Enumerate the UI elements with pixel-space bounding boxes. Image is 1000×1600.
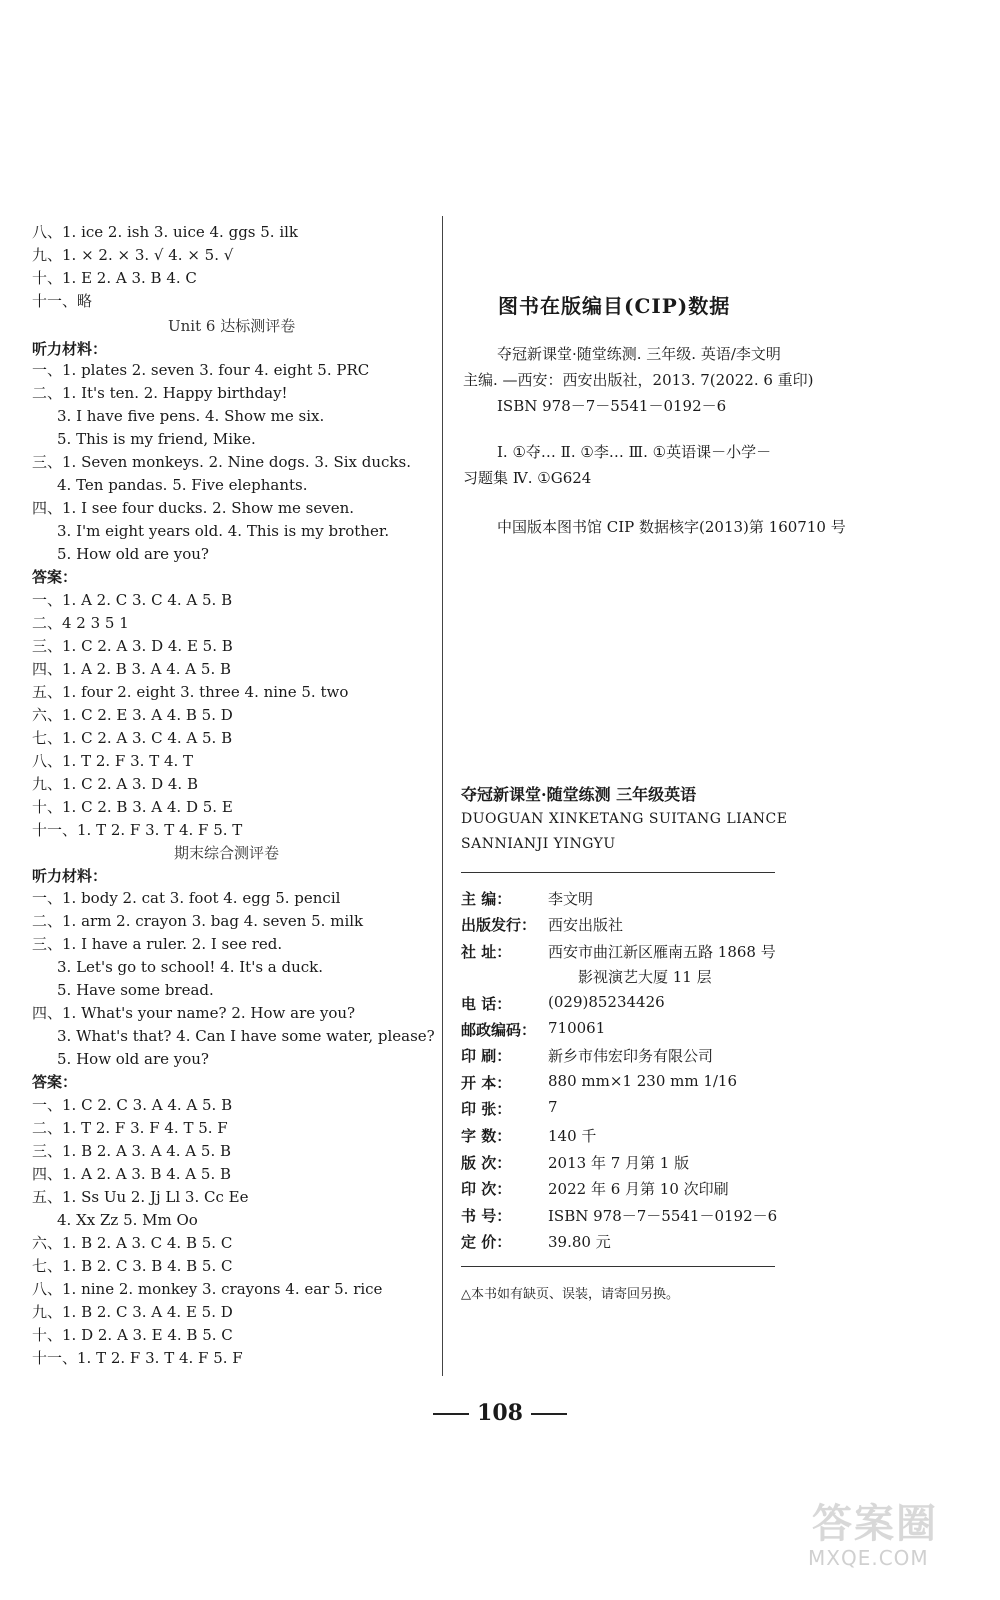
unit6-listening-line: 3. I'm eight years old. 4. This is my brother. [57, 522, 390, 540]
answer-line: 十一、略 [32, 292, 93, 310]
cip-line: ISBN 978－7－5541－0192－6 [497, 397, 727, 415]
book-pinyin: SANNIANJI YINGYU [461, 836, 616, 852]
info-value-address-2: 影视演艺大厦 11 层 [578, 968, 712, 986]
unit6-answer-line: 十、1. C 2. B 3. A 4. D 5. E [32, 798, 233, 816]
final-listening-line: 3. What's that? 4. Can I have some water, please? [57, 1027, 435, 1045]
info-value-phone: (029)85234426 [548, 993, 665, 1011]
watermark-top: 答案圈 [812, 1501, 938, 1547]
unit6-answer-line: 七、1. C 2. A 3. C 4. A 5. B [32, 729, 233, 747]
info-value-printer: 新乡市伟宏印务有限公司 [548, 1047, 714, 1065]
unit6-answer-line: 四、1. A 2. B 3. A 4. A 5. B [32, 660, 232, 678]
info-label-format: 开 本： [461, 1074, 512, 1092]
unit6-listening-label: 听力材料： [32, 340, 108, 358]
unit6-listening-line: 一、1. plates 2. seven 3. four 4. eight 5. PRC [32, 361, 370, 379]
rule-bottom [461, 1266, 775, 1267]
final-listening-line: 三、1. I have a ruler. 2. I see red. [32, 935, 283, 953]
info-label-postcode: 邮政编码： [461, 1021, 537, 1039]
unit6-answer-line: 三、1. C 2. A 3. D 4. E 5. B [32, 637, 233, 655]
unit6-answer-line: 六、1. C 2. E 3. A 4. B 5. D [32, 706, 233, 724]
final-listening-line: 5. How old are you? [57, 1050, 209, 1068]
final-answer-line: 十、1. D 2. A 3. E 4. B 5. C [32, 1326, 233, 1344]
info-label-edition: 版 次： [461, 1154, 512, 1172]
unit6-listening-line: 5. How old are you? [57, 545, 209, 563]
final-listening-line: 5. Have some bread. [57, 981, 214, 999]
final-answer-line: 三、1. B 2. A 3. A 4. A 5. B [32, 1142, 232, 1160]
info-label-printer: 印 刷： [461, 1047, 512, 1065]
unit6-answer-line: 八、1. T 2. F 3. T 4. T [32, 752, 194, 770]
final-answer-line: 4. Xx Zz 5. Mm Oo [57, 1211, 198, 1229]
unit6-answer-line: 一、1. A 2. C 3. C 4. A 5. B [32, 591, 233, 609]
final-listening-line: 一、1. body 2. cat 3. foot 4. egg 5. pencil [32, 889, 341, 907]
info-value-format: 880 mm×1 230 mm 1/16 [548, 1072, 738, 1090]
final-answer-line: 九、1. B 2. C 3. A 4. E 5. D [32, 1303, 233, 1321]
final-listening-line: 二、1. arm 2. crayon 3. bag 4. seven 5. milk [32, 912, 364, 930]
cip-line: 夺冠新课堂·随堂练测. 三年级. 英语/李文明 [497, 345, 781, 363]
info-value-publisher: 西安出版社 [548, 916, 624, 934]
final-answer-line: 六、1. B 2. A 3. C 4. B 5. C [32, 1234, 233, 1252]
watermark-logo [802, 1492, 972, 1584]
answer-line: 十、1. E 2. A 3. B 4. C [32, 269, 197, 287]
unit6-listening-line: 三、1. Seven monkeys. 2. Nine dogs. 3. Six ducks. [32, 453, 411, 471]
final-answer-label: 答案： [32, 1073, 78, 1091]
info-label-phone: 电 话： [461, 995, 512, 1013]
cip-title: 图书在版编目(CIP)数据 [498, 294, 731, 318]
unit6-listening-line: 二、1. It's ten. 2. Happy birthday! [32, 384, 288, 402]
info-value-printing: 2022 年 6 月第 10 次印刷 [548, 1180, 729, 1198]
info-label-printing: 印 次： [461, 1180, 512, 1198]
unit6-answer-line: 五、1. four 2. eight 3. three 4. nine 5. two [32, 683, 349, 701]
unit6-answer-line: 十一、1. T 2. F 3. T 4. F 5. T [32, 821, 243, 839]
info-value-isbn: ISBN 978－7－5541－0192－6 [548, 1207, 778, 1225]
info-label-editor: 主 编： [461, 890, 512, 908]
final-answer-line: 十一、1. T 2. F 3. T 4. F 5. F [32, 1349, 243, 1367]
info-label-wordcount: 字 数： [461, 1127, 512, 1145]
info-label-publisher: 出版发行： [461, 916, 537, 934]
final-title: 期末综合测评卷 [174, 844, 280, 862]
final-listening-line: 3. Let's go to school! 4. It's a duck. [57, 958, 324, 976]
info-value-price: 39.80 元 [548, 1233, 611, 1251]
unit6-listening-line: 4. Ten pandas. 5. Five elephants. [57, 476, 308, 494]
answer-line: 九、1. × 2. × 3. √ 4. × 5. √ [32, 246, 234, 264]
book-title: 夺冠新课堂·随堂练测 三年级英语 [461, 785, 697, 804]
final-answer-line: 一、1. C 2. C 3. A 4. A 5. B [32, 1096, 233, 1114]
final-answer-line: 五、1. Ss Uu 2. Jj Ll 3. Cc Ee [32, 1188, 249, 1206]
final-listening-line: 四、1. What's your name? 2. How are you? [32, 1004, 356, 1022]
final-answer-line: 二、1. T 2. F 3. F 4. T 5. F [32, 1119, 228, 1137]
cip-line: 习题集 Ⅳ. ①G624 [463, 469, 592, 487]
unit6-answer-label: 答案： [32, 568, 78, 586]
info-label-sheets: 印 张： [461, 1100, 512, 1118]
cip-line: 主编. —西安：西安出版社，2013. 7(2022. 6 重印) [463, 371, 814, 389]
page-number-text: 108 [477, 1400, 523, 1426]
info-value-postcode: 710061 [548, 1019, 606, 1037]
info-value-sheets: 7 [548, 1098, 558, 1116]
info-value-editor: 李文明 [548, 890, 594, 908]
unit6-answer-line: 二、4 2 3 5 1 [32, 614, 129, 632]
cip-line: Ⅰ. ①夺… Ⅱ. ①李… Ⅲ. ①英语课－小学－ [497, 443, 772, 461]
column-divider [442, 216, 443, 1376]
info-value-address: 西安市曲江新区雁南五路 1868 号 [548, 943, 776, 961]
book-pinyin: DUOGUAN XINKETANG SUITANG LIANCE [461, 811, 788, 827]
unit6-title: Unit 6 达标测评卷 [168, 317, 296, 335]
final-listening-label: 听力材料： [32, 867, 108, 885]
final-answer-line: 四、1. A 2. A 3. B 4. A 5. B [32, 1165, 232, 1183]
final-answer-line: 八、1. nine 2. monkey 3. crayons 4. ear 5. rice [32, 1280, 383, 1298]
unit6-answer-line: 九、1. C 2. A 3. D 4. B [32, 775, 198, 793]
cip-line: 中国版本图书馆 CIP 数据核字(2013)第 160710 号 [497, 518, 846, 536]
unit6-listening-line: 四、1. I see four ducks. 2. Show me seven. [32, 499, 355, 517]
dash-right [531, 1413, 567, 1415]
answer-line: 八、1. ice 2. ish 3. uice 4. ggs 5. ilk [32, 223, 299, 241]
info-label-isbn: 书 号： [461, 1207, 512, 1225]
unit6-listening-line: 5. This is my friend, Mike. [57, 430, 256, 448]
page-number [0, 1400, 1000, 1426]
rule-top [461, 872, 775, 873]
watermark-bottom: MXQE.COM [808, 1546, 929, 1570]
info-label-price: 定 价： [461, 1233, 512, 1251]
final-answer-line: 七、1. B 2. C 3. B 4. B 5. C [32, 1257, 233, 1275]
footnote: △本书如有缺页、误装，请寄回另换。 [461, 1287, 679, 1302]
unit6-listening-line: 3. I have five pens. 4. Show me six. [57, 407, 325, 425]
info-value-edition: 2013 年 7 月第 1 版 [548, 1154, 690, 1172]
dash-left [433, 1413, 469, 1415]
info-value-wordcount: 140 千 [548, 1127, 597, 1145]
info-label-address: 社 址： [461, 943, 512, 961]
